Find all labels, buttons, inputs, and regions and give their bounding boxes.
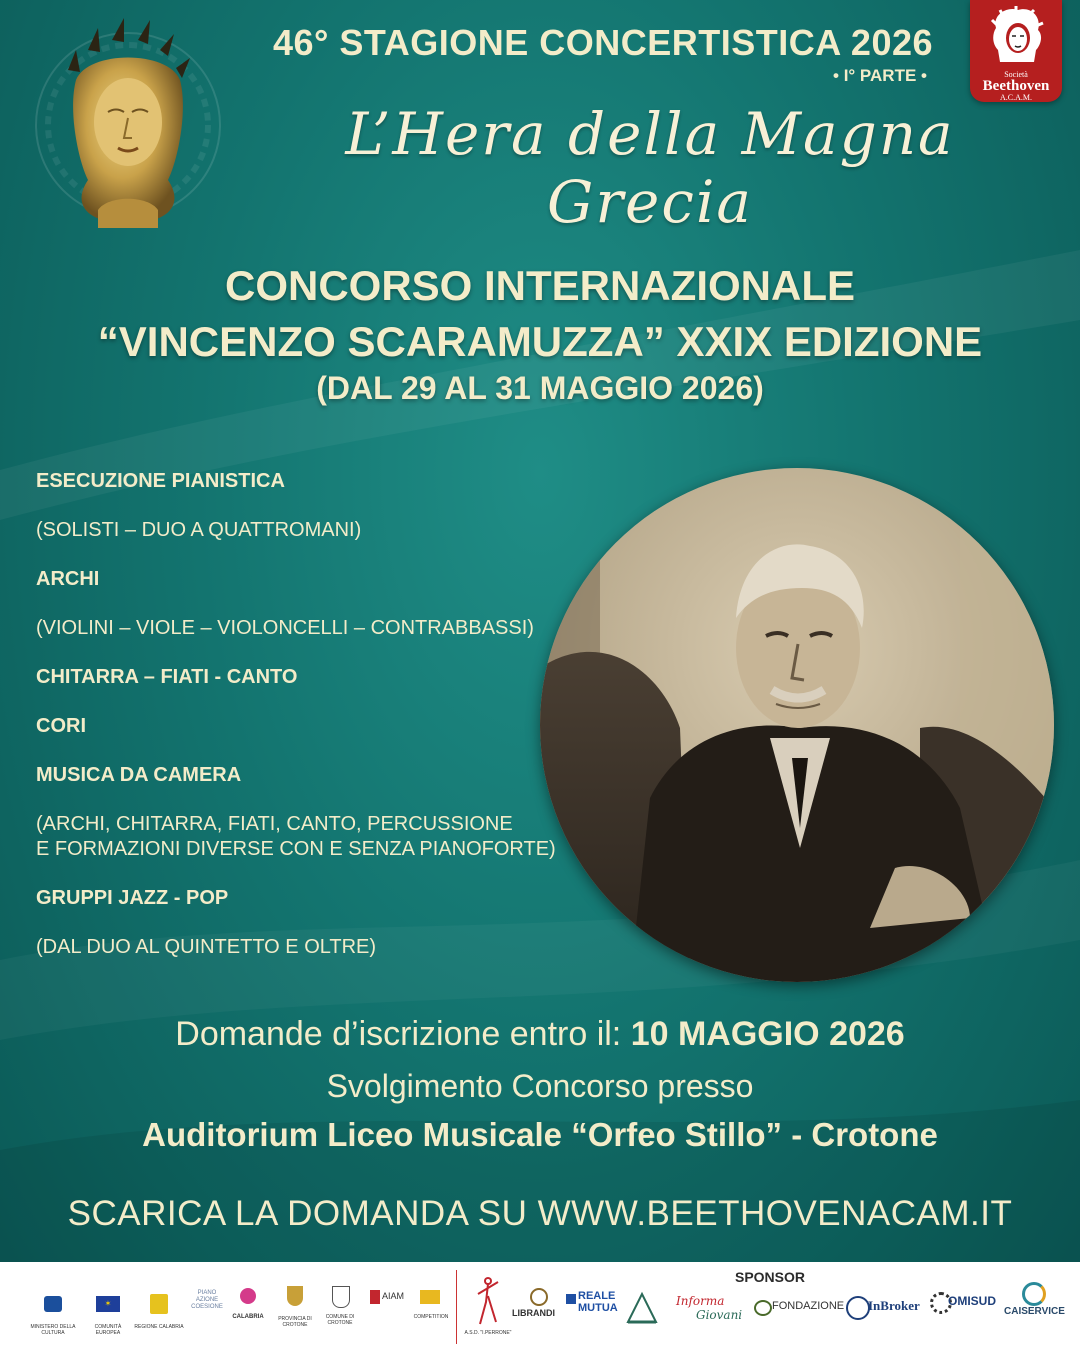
mutua-text: MUTUA (578, 1302, 618, 1314)
librandi-text: LIBRANDI (512, 1308, 555, 1318)
category-chamber: MUSICA DA CAMERA (36, 764, 242, 786)
provincia-caption: PROVINCIA DI CROTONE (278, 1316, 312, 1328)
category-piano-detail: (SOLISTI – DUO A QUATTROMANI) (36, 519, 362, 541)
reale-mutua-logo[interactable] (566, 1290, 620, 1330)
reale-text: REALE (578, 1290, 616, 1302)
competition-caption: COMPETITION (413, 1314, 449, 1320)
inbroker-emblem-icon (846, 1296, 870, 1320)
ministero-cultura-logo[interactable] (24, 1292, 82, 1336)
librandi-logo[interactable] (510, 1288, 562, 1328)
competition-logo[interactable] (410, 1288, 452, 1332)
eu-caption: COMUNITÀ EUROPEA (94, 1324, 122, 1336)
regione-emblem-icon (150, 1294, 168, 1314)
footer-logos (0, 1262, 1080, 1350)
aiam-mark-icon (370, 1290, 380, 1304)
venue-name: Auditorium Liceo Musicale “Orfeo Stillo” - Crotone (142, 1116, 938, 1153)
ministero-caption: MINISTERO DELLA CULTURA (30, 1324, 76, 1336)
category-strings: ARCHI (36, 568, 100, 590)
caiservice-text: CAISERVICE (1004, 1306, 1065, 1317)
category-chamber-detail-1: (ARCHI, CHITARRA, FIATI, CANTO, PERCUSSIONE (36, 813, 513, 835)
provincia-crest-icon (287, 1286, 303, 1306)
informa-giovani-logo[interactable] (676, 1294, 746, 1330)
fondazione-emblem-icon (754, 1300, 772, 1316)
deadline-label: Domande d’iscrizione entro il: (175, 1015, 631, 1053)
category-strings-detail: (VIOLINI – VIOLE – VIOLONCELLI – CONTRABBASSI) (36, 617, 534, 639)
category-chamber-detail-2: E FORMAZIONI DIVERSE CON E SENZA PIANOFORTE) (36, 838, 556, 860)
category-choirs: CORI (36, 715, 86, 737)
comune-caption: COMUNE DI CROTONE (325, 1314, 355, 1326)
informa-text: Informa (676, 1294, 725, 1308)
comune-crest-icon (332, 1286, 350, 1308)
piano-azione-coesione-logo[interactable] (188, 1280, 226, 1332)
deadline-date: 10 MAGGIO 2026 (630, 1015, 905, 1053)
caiservice-logo[interactable] (1004, 1282, 1065, 1332)
comune-crotone-logo[interactable] (318, 1284, 362, 1332)
deadline-line (0, 1015, 1080, 1054)
ministero-emblem-icon (44, 1296, 62, 1312)
beethoven-portrait-icon (988, 6, 1044, 68)
calabria-caption: CALABRIA (232, 1314, 264, 1320)
category-jazz-pop: GRUPPI JAZZ - POP (36, 887, 229, 909)
aiam-text: AIAM (382, 1291, 405, 1301)
download-link[interactable]: SCARICA LA DOMANDA SU WWW.BEETHOVENACAM.IT (67, 1194, 1013, 1233)
eu-flag-icon: ✶ (96, 1296, 120, 1312)
contest-dates: (DAL 29 AL 31 MAGGIO 2026) (316, 370, 764, 406)
fondazione-text: FONDAZIONE (772, 1300, 845, 1312)
pac-caption: PIANO AZIONE COESIONE (191, 1290, 223, 1310)
beethoven-logo[interactable] (970, 0, 1062, 102)
badge-acam: A.C.A.M. (999, 93, 1032, 102)
omisud-text: OMISUD (948, 1294, 996, 1308)
provincia-crotone-logo[interactable] (274, 1284, 316, 1332)
category-piano: ESECUZIONE PIANISTICA (36, 470, 285, 492)
badge-small-text: Società (1004, 70, 1028, 79)
regione-caption: REGIONE CALABRIA (134, 1324, 184, 1330)
caiservice-swirl-icon (1022, 1282, 1046, 1306)
building-icon (626, 1290, 658, 1324)
aiam-logo[interactable] (364, 1288, 408, 1332)
badge-name: Beethoven (982, 78, 1050, 94)
inbroker-text: InBroker (868, 1298, 920, 1313)
category-guitar-winds-voice: CHITARRA – FIATI - CANTO (36, 666, 298, 688)
category-jazz-pop-detail: (DAL DUO AL QUINTETTO E OLTRE) (36, 936, 377, 958)
competition-mark-icon (420, 1290, 440, 1304)
perrone-caption: A.S.D. "I.PERRONE" (464, 1330, 512, 1336)
venue-intro: Svolgimento Concorso presso (326, 1068, 754, 1104)
giovani-text: Giovani (696, 1308, 743, 1322)
reale-mark-icon (566, 1294, 576, 1304)
librandi-emblem-icon (530, 1288, 548, 1306)
vincenzo-scaramuzza-photo (540, 468, 1054, 982)
season-part: • I° PARTE • (833, 66, 927, 85)
script-title: L’Hera della Magna Grecia (345, 100, 955, 236)
footer-divider (456, 1270, 457, 1344)
calabria-flower-icon (240, 1288, 256, 1304)
contest-title-line1: CONCORSO INTERNAZIONALE (225, 262, 855, 309)
omisud-logo[interactable] (930, 1292, 998, 1328)
fondazione-logo[interactable] (754, 1298, 845, 1332)
regione-calabria-logo[interactable] (134, 1292, 184, 1332)
inbroker-logo[interactable] (846, 1296, 930, 1330)
dancer-icon (476, 1274, 500, 1328)
lab-logo[interactable] (626, 1290, 658, 1328)
asd-perrone-logo[interactable] (462, 1272, 514, 1346)
contest-title-line2: “VINCENZO SCARAMUZZA” XXIX EDIZIONE (97, 318, 983, 365)
calabria-straordinaria-logo[interactable] (230, 1284, 266, 1332)
hera-gold-bust-icon (28, 10, 228, 230)
season-title: 46° STAGIONE CONCERTISTICA 2026 (272, 22, 934, 63)
eu-logo[interactable] (86, 1292, 130, 1336)
sponsor-label: SPONSOR (734, 1269, 805, 1285)
